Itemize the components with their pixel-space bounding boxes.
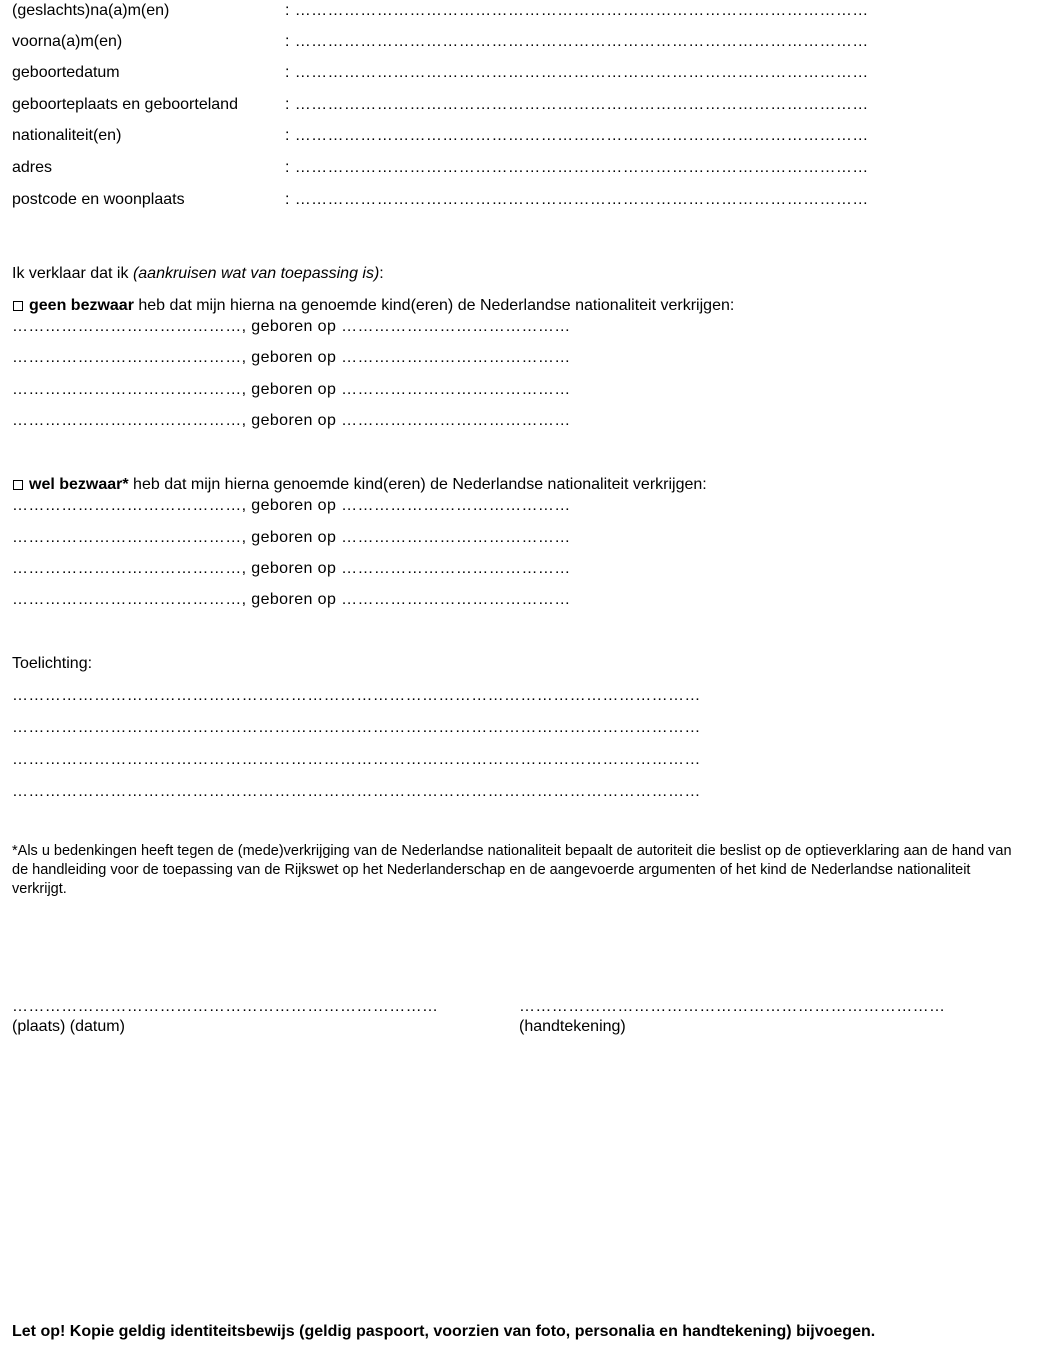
field-value-firstnames[interactable]: : …………………………………………………………………………………………… <box>285 33 869 50</box>
field-value-surname[interactable]: : …………………………………………………………………………………………… <box>285 2 869 19</box>
field-value-postcode[interactable]: : …………………………………………………………………………………………… <box>285 191 869 208</box>
field-value-nationality[interactable]: : …………………………………………………………………………………………… <box>285 127 869 144</box>
option-objection-text: heb dat mijn hierna genoemde kind(eren) de Nederlandse nationaliteit verkrijgen: <box>128 476 707 493</box>
declaration-intro-suffix: : <box>379 265 384 282</box>
explanation-line-2[interactable]: ……………………………………………………………………………………………………………… <box>12 719 701 736</box>
child-row-no-objection-1[interactable]: ……………………………………, geboren op …………………………………… <box>12 318 571 335</box>
option-no-objection-text: heb dat mijn hierna na genoemde kind(eren) de Nederlandse nationaliteit verkrijgen: <box>133 297 735 314</box>
field-value-birthplace[interactable]: : …………………………………………………………………………………………… <box>285 96 869 113</box>
explanation-line-4[interactable]: ……………………………………………………………………………………………………………… <box>12 783 701 800</box>
explanation-line-3[interactable]: ……………………………………………………………………………………………………………… <box>12 751 701 768</box>
signature-label: (handtekening) <box>519 1018 626 1035</box>
declaration-intro-hint: (aankruisen wat van toepassing is) <box>132 265 380 282</box>
footnote: *Als u bedenkingen heeft tegen de (mede)verkrijging van de Nederlandse nationaliteit bepaalt de autoriteit die beslist op de optieverklaring aan de hand van de handleiding voor de toepassing van de Rijkswet op het Nederlanderschap en de aangevoerde argumenten of het kind de Nederlandse nationaliteit verkrijgt. <box>12 843 1012 897</box>
option-objection-bold: wel bezwaar* <box>29 476 129 493</box>
child-row-objection-3[interactable]: ……………………………………, geboren op …………………………………… <box>12 560 571 577</box>
field-label-firstnames: voorna(a)m(en) <box>12 33 123 50</box>
field-value-address[interactable]: : …………………………………………………………………………………………… <box>285 159 869 176</box>
child-row-no-objection-4[interactable]: ……………………………………, geboren op …………………………………… <box>12 412 571 429</box>
child-row-objection-4[interactable]: ……………………………………, geboren op …………………………………… <box>12 591 571 608</box>
checkbox-objection[interactable] <box>13 480 23 490</box>
child-row-objection-1[interactable]: ……………………………………, geboren op …………………………………… <box>12 497 571 514</box>
child-row-no-objection-2[interactable]: ……………………………………, geboren op …………………………………… <box>12 349 571 366</box>
field-label-nationality: nationaliteit(en) <box>12 127 122 144</box>
signature-line[interactable]: …………………………………………………………………… <box>519 998 946 1015</box>
checkbox-no-objection[interactable] <box>13 301 23 311</box>
option-no-objection-bold: geen bezwaar <box>29 297 134 314</box>
option-objection[interactable] <box>13 475 707 495</box>
place-date-label: (plaats) (datum) <box>12 1018 125 1035</box>
field-label-postcode: postcode en woonplaats <box>12 191 185 208</box>
field-label-birthdate: geboortedatum <box>12 64 120 81</box>
field-value-birthdate[interactable]: : …………………………………………………………………………………………… <box>285 64 869 81</box>
notice: Let op! Kopie geldig identiteitsbewijs (geldig paspoort, voorzien van foto, personalia en handtekening) bijvoegen. <box>12 1323 876 1340</box>
field-label-birthplace: geboorteplaats en geboorteland <box>12 96 238 113</box>
explanation-label: Toelichting: <box>12 655 93 672</box>
declaration-intro <box>12 264 384 284</box>
option-no-objection[interactable] <box>13 296 734 316</box>
child-row-no-objection-3[interactable]: ……………………………………, geboren op …………………………………… <box>12 381 571 398</box>
field-label-address: adres <box>12 159 53 176</box>
place-date-line[interactable]: …………………………………………………………………… <box>12 998 439 1015</box>
explanation-line-1[interactable]: ……………………………………………………………………………………………………………… <box>12 687 701 704</box>
child-row-objection-2[interactable]: ……………………………………, geboren op …………………………………… <box>12 529 571 546</box>
declaration-intro-prefix: Ik verklaar dat ik <box>12 265 133 282</box>
field-label-surname: (geslachts)na(a)m(en) <box>12 2 170 19</box>
